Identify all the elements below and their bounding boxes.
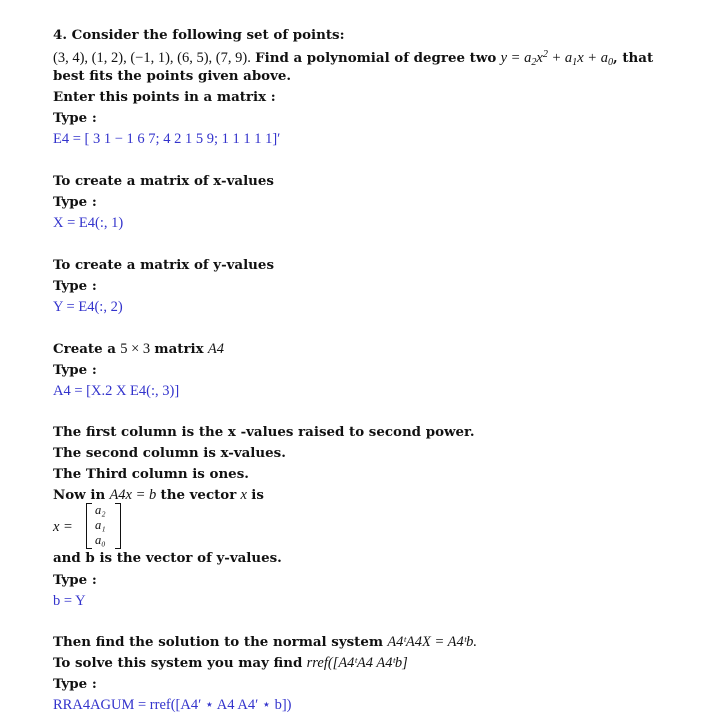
type-label-4: Type : (53, 362, 97, 378)
enter-points-label: Enter this points in a matrix : (53, 89, 276, 105)
e4-command: E4 = [ 3 1 − 1 6 7; 4 2 1 5 9; 1 1 1 1 1]′ (53, 131, 281, 147)
type-label-2: Type : (53, 194, 97, 210)
problem-heading (53, 26, 345, 44)
y-values-label: To create a matrix of y-values (53, 257, 274, 273)
column-1-description: The first column is the x -values raised to second power. (53, 424, 475, 440)
vector-entry-a0: a₀ (95, 533, 106, 547)
x-command: X = E4(:, 1) (53, 215, 124, 231)
find-text: Find a polynomial of degree two (255, 50, 497, 66)
polynomial-equation: $y = a_2x^2 + a_1x + a_0$ (500, 49, 614, 68)
problem-intro: Consider the following set of points: (71, 27, 345, 43)
normal-system-line: Then find the solution to the normal system A4ᵗA4X = A4ᵗb. (53, 634, 478, 650)
type-label-5: Type : (53, 572, 97, 588)
points-list: (3, 4), (1, 2), (−1, 1), (6, 5), (7, 9). (53, 50, 251, 66)
column-3-description: The Third column is ones. (53, 466, 249, 482)
create-matrix-line: Create a 5 × 3 matrix A4 (53, 341, 224, 357)
type-label-6: Type : (53, 676, 97, 692)
vector-right-bracket (115, 503, 121, 549)
x-values-label: To create a matrix of x-values (53, 173, 274, 189)
solve-system-line: To solve this system you may find rref([A4ᵗA4 A4ᵗb] (53, 655, 408, 671)
a4-command: A4 = [X.2 X E4(:, 3)] (53, 383, 180, 399)
b-vector-description: and b is the vector of y-values. (53, 550, 282, 566)
that-text: , that (613, 50, 654, 66)
final-command: RRA4AGUM = rref([A4′ ⋆ A4 A4′ ⋆ b]) (53, 697, 292, 713)
type-label-1: Type : (53, 110, 97, 126)
type-label-3: Type : (53, 278, 97, 294)
vector-entry-a1: a₁ (95, 518, 106, 532)
b-command: b = Y (53, 593, 86, 609)
vector-left-bracket (86, 503, 92, 549)
column-2-description: The second column is x-values. (53, 445, 286, 461)
best-fit-line: best fits the points given above. (53, 68, 292, 84)
now-in-line: Now in A4x = b the vector x is (53, 487, 264, 503)
x-vector-label: x = (53, 519, 73, 535)
y-command: Y = E4(:, 2) (53, 299, 123, 315)
problem-number: 4. (53, 27, 67, 43)
vector-entry-a2: a₂ (95, 503, 106, 517)
